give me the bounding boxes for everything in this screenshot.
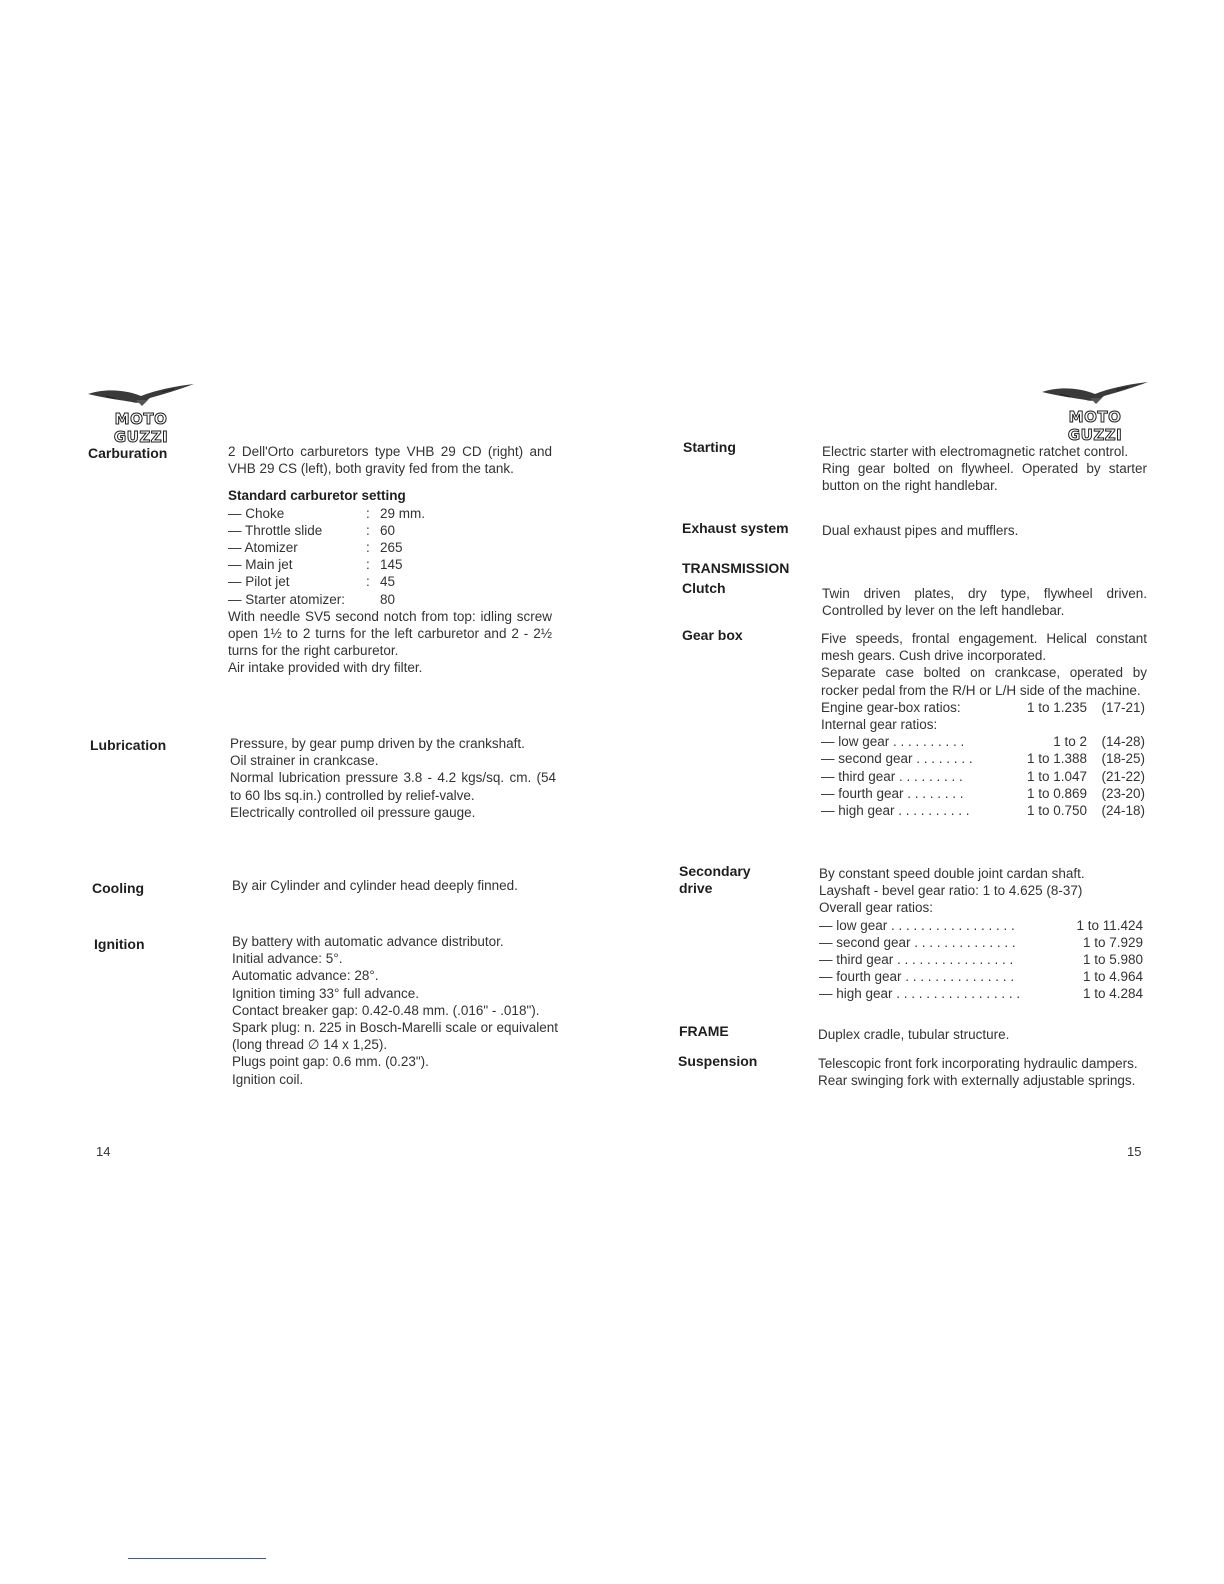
starting-line: Electric starter with electromagnetic ratchet control.	[822, 444, 1129, 459]
exhaust-label: Exhaust system	[682, 520, 789, 536]
setting-row: — Atomizer : 265	[228, 540, 403, 556]
right-page	[612, 0, 1224, 1584]
lubrication-body	[230, 735, 556, 821]
clutch-label: Clutch	[682, 580, 726, 596]
secondary-drive-label: Secondary drive	[679, 863, 751, 896]
frame-label: FRAME	[679, 1023, 729, 1039]
lubrication-line: Electrically controlled oil pressure gauge.	[230, 804, 476, 820]
setting-row: — Main jet : 145	[228, 557, 403, 573]
cooling-body	[232, 877, 556, 894]
overall-ratio-row: — second gear . . . . . . . . . . . . . . 1 to 7.929	[819, 934, 1143, 950]
lubrication-label: Lubrication	[90, 737, 167, 753]
overall-ratios-title: Overall gear ratios:	[819, 900, 934, 916]
internal-ratio-row: — second gear . . . . . . . . 1 to 1.388 (18-25)	[821, 751, 1145, 767]
starting-line: Ring gear bolted on flywheel. Operated by starter button on the right handlebar.	[822, 461, 1147, 494]
ignition-line: Contact breaker gap: 0.42-0.48 mm. (.016" - .018").	[232, 1002, 540, 1018]
overall-ratio-row: — high gear . . . . . . . . . . . . . . . . . 1 to 4.284	[819, 986, 1143, 1002]
ignition-line: Ignition coil.	[232, 1071, 304, 1087]
lubrication-line: Pressure, by gear pump driven by the crankshaft.	[230, 736, 525, 751]
ignition-line: By battery with automatic advance distributor.	[232, 934, 504, 949]
carburation-label: Carburation	[88, 445, 168, 461]
transmission-heading: TRANSMISSION	[682, 560, 790, 576]
footer-rule	[128, 1558, 266, 1559]
frame-body	[818, 1026, 1146, 1043]
cooling-text: By air Cylinder and cylinder head deeply finned.	[232, 878, 518, 893]
gearbox-line: Five speeds, frontal engagement. Helical constant mesh gears. Cush drive incorporated.	[821, 631, 1147, 664]
setting-row: — Pilot jet : 45	[228, 574, 396, 590]
overall-ratio-row: — low gear . . . . . . . . . . . . . . . . . 1 to 11.424	[819, 917, 1143, 933]
clutch-body	[822, 585, 1147, 619]
ignition-line: Initial advance: 5°.	[232, 951, 343, 967]
eagle-icon	[1040, 378, 1150, 410]
gearbox-label: Gear box	[682, 627, 743, 643]
ignition-line: Plugs point gap: 0.6 mm. (0.23").	[232, 1054, 429, 1070]
suspension-line: Rear swinging fork with externally adjustable springs.	[818, 1073, 1136, 1089]
internal-ratio-row: — low gear . . . . . . . . . . 1 to 2 (14-28)	[821, 734, 1145, 750]
internal-ratio-row: — third gear . . . . . . . . . 1 to 1.047 (21-22)	[821, 768, 1145, 784]
secondary-line: Layshaft - bevel gear ratio: 1 to 4.625 (8-37)	[819, 883, 1083, 899]
logo-text: MOTO GUZZI	[1067, 408, 1123, 444]
suspension-body	[818, 1055, 1143, 1089]
overall-ratio-row: — fourth gear . . . . . . . . . . . . . . . 1 to 4.964	[819, 969, 1143, 985]
eagle-icon	[86, 380, 196, 412]
secondary-line: By constant speed double joint cardan shaft.	[819, 866, 1085, 881]
lubrication-line: Oil strainer in crankcase.	[230, 753, 379, 769]
internal-ratio-row: — high gear . . . . . . . . . . 1 to 0.750 (24-18)	[821, 803, 1145, 819]
suspension-line: Telescopic front fork incorporating hydraulic dampers.	[818, 1056, 1138, 1071]
exhaust-text: Dual exhaust pipes and mufflers.	[822, 523, 1019, 538]
internal-ratio-row: — fourth gear . . . . . . . . 1 to 0.869 (23-20)	[821, 785, 1145, 801]
air-intake-text: Air intake provided with dry filter.	[228, 660, 423, 676]
overall-ratio-row: — third gear . . . . . . . . . . . . . . . . 1 to 5.980	[819, 952, 1143, 968]
exhaust-body	[822, 522, 1147, 539]
frame-text: Duplex cradle, tubular structure.	[818, 1027, 1010, 1042]
setting-row: — Throttle slide : 60	[228, 522, 396, 538]
suspension-label: Suspension	[678, 1053, 758, 1069]
internal-ratios-title: Internal gear ratios:	[821, 717, 938, 733]
lubrication-line: Normal lubrication pressure 3.8 - 4.2 kgs/sq. cm. (54 to 60 lbs sq.in.) controlled by relief-valve.	[230, 770, 556, 803]
page-number: 15	[1127, 1144, 1142, 1159]
moto-guzzi-logo	[1040, 378, 1150, 444]
ignition-line: Ignition timing 33° full advance.	[232, 985, 420, 1001]
engine-ratio-row: Engine gear-box ratios: 1 to 1.235 (17-21)	[821, 699, 1145, 715]
ignition-label: Ignition	[94, 936, 145, 952]
moto-guzzi-logo	[86, 380, 196, 446]
setting-row: — Starter atomizer: 80	[228, 591, 396, 607]
gearbox-line: Separate case bolted on crankcase, operated by rocker pedal from the R/H or L/H side of the machine.	[821, 665, 1147, 698]
gearbox-body	[821, 630, 1147, 819]
carburetor-setting-title: Standard carburetor setting	[228, 488, 406, 504]
ignition-body	[232, 933, 558, 1088]
clutch-text: Twin driven plates, dry type, flywheel driven. Controlled by lever on the left handlebar.	[822, 586, 1147, 619]
carburation-body	[228, 443, 552, 677]
starting-body	[822, 443, 1147, 495]
secondary-drive-body	[819, 865, 1147, 1003]
logo-text: MOTO GUZZI	[113, 410, 169, 446]
carburation-intro: 2 Dell'Orto carburetors type VHB 29 CD (right) and VHB 29 CS (left), both gravity fed from the tank.	[228, 444, 552, 477]
starting-label: Starting	[683, 439, 736, 455]
ignition-line: Spark plug: n. 225 in Bosch-Marelli scale or equivalent (long thread ∅ 14 x 1,25).	[232, 1020, 558, 1053]
needle-text: With needle SV5 second notch from top: idling screw open 1½ to 2 turns for the left carburetor and 2 - 2½ turns for the right carburetor.	[228, 608, 552, 659]
setting-row: — Choke : 29 mm.	[228, 505, 426, 521]
page-number: 14	[96, 1144, 111, 1159]
cooling-label: Cooling	[92, 880, 145, 896]
ignition-line: Automatic advance: 28°.	[232, 968, 379, 984]
